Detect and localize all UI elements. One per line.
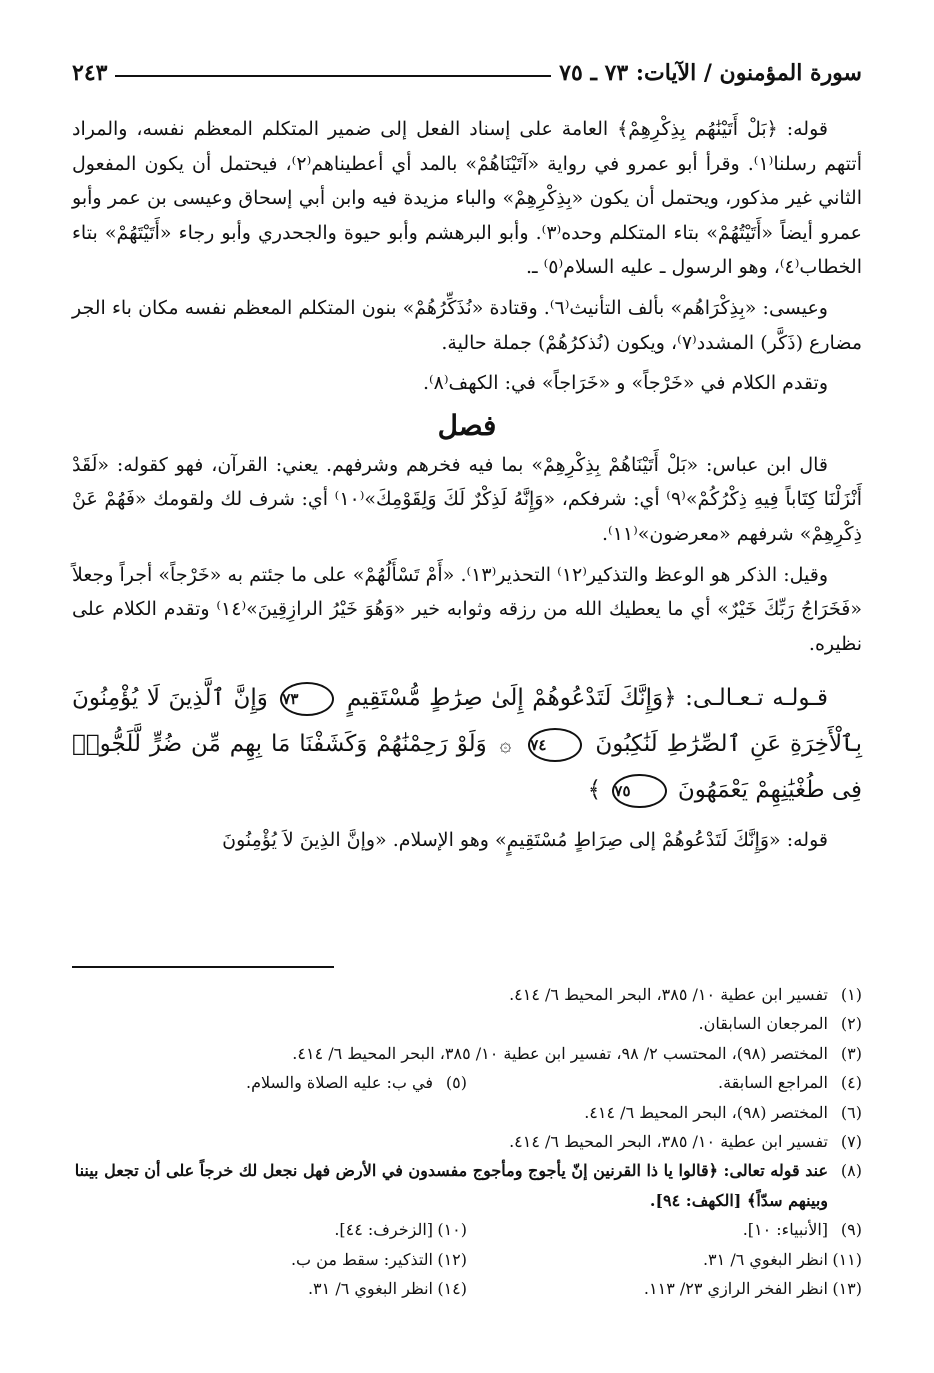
footnote-number: (٦) xyxy=(840,1102,862,1122)
footnote-number: (١) xyxy=(840,985,862,1004)
ayah-number-icon: ٧٣ xyxy=(280,682,334,716)
footnote-number: (٢) xyxy=(840,1014,862,1034)
footnote xyxy=(72,1068,467,1097)
footnotes xyxy=(72,980,862,1303)
verse-intro: قـولـه تـعـالـى: xyxy=(685,685,828,712)
footnote xyxy=(467,1068,862,1097)
paragraph: قوله: ﴿بَلْ أَتَيْنَٰهُم بِذِكْرِهِمْ﴾ العامة على إسناد الفعل إلى ضمير المتكلم المعظم نفسه، والمراد أتتهم رسلنا⁽١⁾. وقرأ أبو عمرو في رواية «آتَيْنَاهُمْ» بالمد أي أعطيناهم⁽٢⁾، فيحتمل أن يكون المفعول الثاني غير مذكور، ويحتمل أن يكون «بِذِكْرِهِمْ» والباء مزيدة فيه وابن أبي إسحاق وعيسى بن عمر وأبو عمرو أيضاً «أَتَيْتُهُمْ» بتاء المتكلم وحده⁽٣⁾. وأبو البرهشم وأبو حيوة والجحدري وأبو رجاء «أَتَيْتَهُمْ» بتاء الخطاب⁽٤⁾، وهو الرسول ـ عليه السلام⁽٥⁾ ـ. xyxy=(72,118,863,279)
footnote xyxy=(72,1098,862,1127)
footnote-pair xyxy=(72,1215,862,1244)
ayah-number-icon: ٧٤ xyxy=(528,728,582,762)
page-number: ٢٤٣ xyxy=(72,60,108,86)
header-rule xyxy=(115,75,551,77)
footnote-separator xyxy=(72,966,334,968)
ayah-number-icon: ٧٥ xyxy=(612,774,666,808)
footnote-number: (١١) xyxy=(832,1249,862,1269)
footnote xyxy=(467,1215,862,1244)
footnote-number: (٩) xyxy=(840,1220,862,1240)
paragraph: قال ابن عباس: «بَلْ أَتَيْنَاهُمْ بِذِكْرِهِمْ» بما فيه فخرهم وشرفهم. يعني: القرآن، فهو كقوله: «لَقَدْ أَنْزَلْنَا كِتَاباً فِيهِ ذِكْرُكُمْ»⁽٩⁾ أي: شرفكم، «وَإِنَّهُ لَذِكْرٌ لَكَ وَلِقَوْمِكَ»⁽١٠⁾ أي: شرف لك ولقومك «فَهُمْ عَنْ ذِكْرِهِمْ» شرفهم «معرضون»⁽١١⁾. xyxy=(72,453,862,545)
footnote-number: (١٠) xyxy=(437,1220,467,1240)
footnote-number: (١٤) xyxy=(437,1279,467,1299)
footnote-number: (١٣) xyxy=(832,1279,862,1299)
paragraph: قوله: «وَإِنَّكَ لَتَدْعُوهُمْ إلى صِرَاطٍ مُسْتَقِيمٍ» وهو الإسلام. «وإنَّ الذِينَ لاَ يُؤْمِنُونَ xyxy=(222,829,828,852)
footnote xyxy=(72,1156,862,1215)
footnote-number: (٨) xyxy=(840,1161,862,1181)
footnote-text: التذكير: سقط من ب. xyxy=(290,1249,433,1269)
footnote xyxy=(467,1274,862,1303)
section-heading: فصل xyxy=(437,408,497,442)
footnote-text: انظر الفخر الرازي ٢٣/ ١١٣. xyxy=(643,1279,828,1299)
footnote-number: (٧) xyxy=(840,1132,862,1152)
footnote-text: المختصر (٩٨)، البحر المحيط ٦/ ٤١٤. xyxy=(584,1102,828,1122)
footnote-pair xyxy=(72,1274,862,1303)
footnote xyxy=(72,1039,862,1068)
footnote-text: انظر البغوي ٦/ ٣١. xyxy=(702,1249,828,1269)
footnote-number: (٥) xyxy=(445,1073,467,1093)
footnote-text: انظر البغوي ٦/ ٣١. xyxy=(307,1279,433,1299)
footnote xyxy=(467,1245,862,1274)
footnote-text: عند قوله تعالى: ﴿قالوا يا ذا القرنين إنّ يأجوج ومأجوج مفسدون في الأرض فهل نجعل لك خرجاً على أن تجعل بيننا وبينهم سدّاً﴾ [الكهف: ٩٤]. xyxy=(74,1161,828,1210)
footnote-text: في ب: عليه الصلاة والسلام. xyxy=(245,1073,433,1093)
footnote xyxy=(72,1215,467,1244)
footnote-pair xyxy=(72,1068,862,1097)
verse-text: وَإِنَّ ٱلَّذِينَ لَا يُؤْمِنُونَ بِٱلْأَخِرَةِ عَنِ ٱلصِّرَٰطِ لَنَٰكِبُونَ xyxy=(72,685,863,758)
verse-text: وَلَوْ رَحِمْنَٰهُمْ وَكَشَفْنَا مَا بِهِم مِّن ضُرٍّ لَّلَجُّوا۟ فِى طُغْيَٰنِهِمْ يَعْمَهُونَ xyxy=(72,731,862,804)
footnote xyxy=(72,1009,862,1038)
footnote-pair xyxy=(72,1245,862,1274)
quran-verse-block xyxy=(72,675,862,813)
running-header xyxy=(72,46,862,86)
paragraph: وقيل: الذكر هو الوعظ والتذكير⁽١٢⁾ التحذير⁽١٣⁾. «أَمْ تَسْأَلُهُمْ» على ما جئتم به «خَرْجاً» أجراً وجعلاً «فَخَرَاجُ رَبِّكَ خَيْرٌ» أي ما يعطيك الله من رزقه وثوابه خير «وَهُوَ خَيْرُ الرازِقِينَ»⁽١٤⁾ وتقدم الكلام على نظيره. xyxy=(72,563,862,655)
footnote-text: [الأنبياء: ١٠]. xyxy=(742,1220,828,1240)
verse-close: ﴾ xyxy=(587,777,602,804)
footnote-number: (١٢) xyxy=(437,1249,467,1269)
main-text xyxy=(72,112,862,864)
footnote-text: المرجعان السابقان. xyxy=(698,1014,828,1034)
paragraph: وعيسى: «بِذِكْرَاهُم» بألف التأنيث⁽٦⁾. وقتادة «نُذَكِّرُهُمْ» بنون المتكلم المعظم نفسه مكان باء الجر مضارع (ذَكَّر) المشدد⁽٧⁾، ويكون (نُذكرُهُمْ) جملة حالية. xyxy=(72,296,862,354)
footnote-text: تفسير ابن عطية ١٠/ ٣٨٥، البحر المحيط ٦/ ٤١٤. xyxy=(509,985,828,1004)
footnote-text: المختصر (٩٨)، المحتسب ٢/ ٩٨، تفسير ابن عطية ١٠/ ٣٨٥، البحر المحيط ٦/ ٤١٤. xyxy=(292,1043,828,1063)
footnote xyxy=(72,1274,467,1303)
footnote-text: تفسير ابن عطية ١٠/ ٣٨٥، البحر المحيط ٦/ ٤١٤. xyxy=(509,1132,828,1152)
footnote-number: (٣) xyxy=(840,1043,862,1063)
rosette-icon: ۞ xyxy=(499,732,512,757)
surah-title: سورة المؤمنون / الآيات: ٧٣ ـ ٧٥ xyxy=(559,60,862,86)
footnote xyxy=(72,1127,862,1156)
footnote-text: [الزخرف: ٤٤]. xyxy=(334,1220,433,1240)
footnote-number: (٤) xyxy=(840,1073,862,1093)
paragraph: وتقدم الكلام في «خَرْجاً» و «خَرَاجاً» في: الكهف⁽٨⁾. xyxy=(422,372,828,395)
footnote xyxy=(72,980,862,1009)
verse-text: ﴿وَإِنَّكَ لَتَدْعُوهُمْ إِلَىٰ صِرَٰطٍ مُّسْتَقِيمٍ xyxy=(347,685,677,712)
footnote xyxy=(72,1245,467,1274)
footnote-text: المراجع السابقة. xyxy=(717,1073,828,1093)
